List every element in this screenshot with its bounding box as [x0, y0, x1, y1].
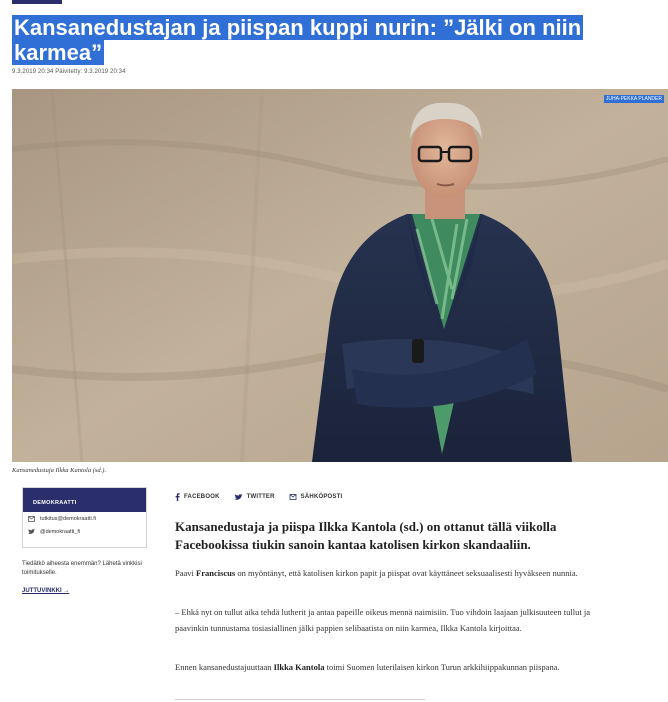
- share-email-button[interactable]: [289, 493, 343, 501]
- paragraph-1-end: on myöntänyt, että katolisen kirkon papit ja piispat ovat käyttäneet seksuaalisesti hyväkseen nunnia.: [235, 568, 578, 578]
- headline-text: Kansanedustajan ja piispan kuppi nurin: ”Jälki on niin karmea”: [14, 15, 582, 65]
- portrait-image: [12, 89, 668, 462]
- email-icon: [289, 494, 297, 500]
- article-headline: [12, 15, 612, 65]
- article-paragraph-1: [175, 566, 605, 582]
- article-paragraph-3: [175, 660, 605, 676]
- article-lead: Kansanedustaja ja piispa Ilkka Kantola (sd.) on ottanut tällä viikolla Facebookissa tiukin sanoin kantaa katolisen kirkon skandaaliin.: [175, 519, 557, 552]
- photo-caption: Kansanedustaja Ilkka Kantola (sd.).: [12, 467, 107, 474]
- paragraph-3-name: Ilkka Kantola: [273, 662, 325, 672]
- photo-credit: JUHA-PEKKA PLANDER: [605, 96, 662, 102]
- envelope-icon: [28, 516, 35, 522]
- share-bar: [175, 493, 342, 501]
- tip-text: Tiedätkö aiheesta enemmän? Lähetä vinkkisi toimitukselle.: [22, 561, 142, 576]
- share-facebook-button[interactable]: [175, 493, 220, 501]
- contact-email-row[interactable]: [23, 512, 146, 525]
- paragraph-3-end: toimi Suomen luterilaisen kirkon Turun arkkihiippakunnan piispana.: [324, 662, 560, 672]
- contact-box: [22, 487, 147, 548]
- paragraph-1-name: Franciscus: [196, 568, 236, 578]
- article-timestamp: 9.3.2019 20:34 Päivitetty: 9.3.2019 20:34: [12, 69, 126, 75]
- news-tip-link[interactable]: JUTTUVINKKI →: [22, 588, 70, 594]
- share-facebook-label: FACEBOOK: [184, 494, 220, 500]
- article-paragraph-2: – Ehkä nyt on tullut aika tehdä lutherit ja antaa papeille oikeus mennä naimisiin. Tuo vihdoin laajaan julkisuuteen tullut ja paavinkin tunnustama tosiasiallinen jälki pappien selibaatista on niin karmea, Ilkka Kantola kirjoittaa.: [175, 607, 590, 633]
- article-photo: [12, 89, 668, 462]
- share-twitter-button[interactable]: [234, 493, 275, 501]
- section-divider: [175, 699, 425, 700]
- contact-email[interactable]: tutkitus@demokraatti.fi: [40, 515, 97, 522]
- contact-twitter[interactable]: @demokraatti_fi: [40, 528, 81, 535]
- twitter-icon: [234, 494, 243, 501]
- twitter-bird-icon: [28, 529, 35, 535]
- facebook-icon: [175, 493, 180, 501]
- share-twitter-label: TWITTER: [246, 494, 275, 500]
- contact-twitter-row[interactable]: [23, 525, 146, 538]
- paragraph-1-start: Paavi: [175, 568, 197, 578]
- paragraph-3-start: Ennen kansanedustajuuttaan: [175, 662, 274, 672]
- top-brand-strip: [12, 0, 62, 4]
- contact-box-title: DEMOKRAATTI: [23, 488, 146, 512]
- share-email-label: SÄHKÖPOSTI: [300, 494, 343, 500]
